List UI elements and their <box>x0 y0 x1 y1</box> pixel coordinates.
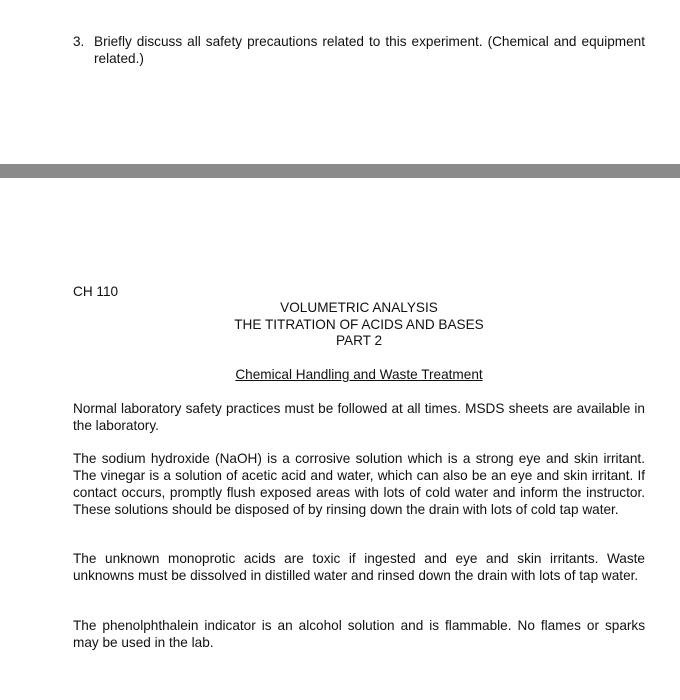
paragraph-unknown-acids: The unknown monoprotic acids are toxic if ingested and eye and skin irritants. Waste unknowns must be dissolved in distilled water and rinsed down the drain with lots of tap water. <box>73 551 645 583</box>
section-heading-text: Chemical Handling and Waste Treatment <box>235 367 483 382</box>
question-text: Briefly discuss all safety precautions related to this experiment. (Chemical and equipment related.) <box>94 34 645 66</box>
handout-title <box>73 300 645 350</box>
paragraph-safety-practices: Normal laboratory safety practices must be followed at all times. MSDS sheets are available in the laboratory. <box>73 401 645 433</box>
title-line-3: PART 2 <box>335 333 383 348</box>
paragraph-phenolphthalein: The phenolphthalein indicator is an alcohol solution and is flammable. No flames or sparks may be used in the lab. <box>73 618 645 650</box>
title-line-1: VOLUMETRIC ANALYSIS <box>280 300 438 315</box>
paragraph-sodium-hydroxide: The sodium hydroxide (NaOH) is a corrosive solution which is a strong eye and skin irritant. The vinegar is a solution of acetic acid and water, which can also be an eye and skin irritant. If contact occurs, promptly flush exposed areas with lots of cold water and inform the instructor. These solutions should be disposed of by rinsing down the drain with lots of cold tap water. <box>73 451 645 517</box>
page-divider <box>0 164 680 178</box>
question-number: 3. <box>73 34 85 49</box>
course-code: CH 110 <box>73 284 119 299</box>
section-heading <box>73 366 645 383</box>
title-line-2: THE TITRATION OF ACIDS AND BASES <box>234 316 484 332</box>
question-3 <box>73 33 645 67</box>
